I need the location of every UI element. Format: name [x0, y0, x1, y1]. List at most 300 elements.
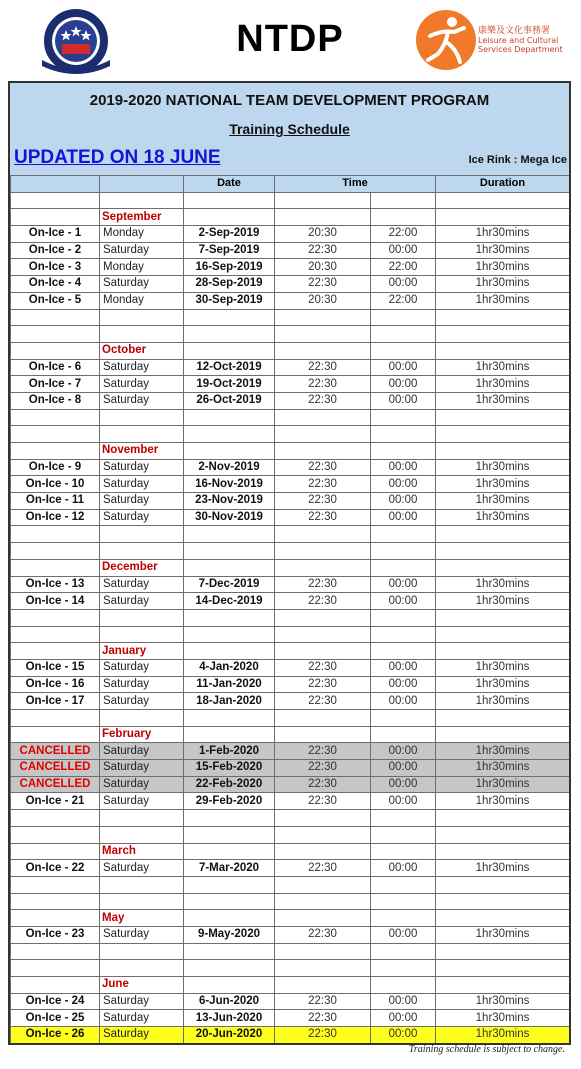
session-day: Saturday: [100, 459, 184, 476]
empty-cell: [100, 326, 184, 343]
session-start-time: 20:30: [275, 292, 371, 309]
empty-cell: [436, 209, 570, 226]
session-duration: 1hr30mins: [436, 743, 570, 760]
page-header: [0, 0, 581, 80]
empty-cell: [371, 342, 436, 359]
session-row: [11, 509, 570, 526]
empty-cell: [11, 876, 100, 893]
empty-cell: [436, 309, 570, 326]
session-duration: 1hr30mins: [436, 509, 570, 526]
session-id: On-Ice - 21: [11, 793, 100, 810]
session-duration: 1hr30mins: [436, 993, 570, 1010]
empty-cell: [11, 943, 100, 960]
session-id: On-Ice - 26: [11, 1027, 100, 1044]
session-row: [11, 793, 570, 810]
empty-cell: [436, 826, 570, 843]
month-header-row: [11, 643, 570, 660]
schedule-subtitle: Training Schedule: [229, 121, 350, 137]
empty-cell: [436, 409, 570, 426]
empty-cell: [184, 910, 275, 927]
session-row: [11, 993, 570, 1010]
session-day: Monday: [100, 259, 184, 276]
empty-cell: [275, 943, 371, 960]
session-date: 7-Mar-2020: [184, 860, 275, 877]
empty-cell: [371, 826, 436, 843]
empty-cell: [184, 826, 275, 843]
empty-cell: [371, 893, 436, 910]
empty-cell: [100, 409, 184, 426]
empty-cell: [184, 609, 275, 626]
session-start-time: 22:30: [275, 476, 371, 493]
empty-cell: [436, 843, 570, 860]
empty-cell: [275, 893, 371, 910]
session-date: 19-Oct-2019: [184, 376, 275, 393]
session-row: [11, 776, 570, 793]
session-start-time: 22:30: [275, 1010, 371, 1027]
month-label: June: [100, 977, 184, 994]
empty-cell: [371, 309, 436, 326]
empty-cell: [184, 843, 275, 860]
blank-row: [11, 943, 570, 960]
month-header-row: [11, 342, 570, 359]
empty-cell: [275, 643, 371, 660]
ice-rink-label: Ice Rink : Mega Ice: [468, 154, 567, 166]
org-name-english-line2: Services Department: [478, 45, 563, 54]
month-label: February: [100, 726, 184, 743]
empty-cell: [436, 559, 570, 576]
empty-cell: [184, 192, 275, 209]
session-date: 30-Sep-2019: [184, 292, 275, 309]
blank-row: [11, 326, 570, 343]
session-id: On-Ice - 22: [11, 860, 100, 877]
empty-cell: [436, 943, 570, 960]
session-start-time: 22:30: [275, 860, 371, 877]
brand-title: NTDP: [236, 18, 344, 60]
session-duration: 1hr30mins: [436, 793, 570, 810]
session-row: [11, 1010, 570, 1027]
session-start-time: 22:30: [275, 676, 371, 693]
session-end-time: 00:00: [371, 476, 436, 493]
empty-cell: [184, 810, 275, 827]
session-row: [11, 659, 570, 676]
session-start-time: 22:30: [275, 760, 371, 777]
session-duration: 1hr30mins: [436, 459, 570, 476]
session-end-time: 00:00: [371, 392, 436, 409]
session-start-time: 20:30: [275, 259, 371, 276]
empty-cell: [275, 977, 371, 994]
session-id: On-Ice - 9: [11, 459, 100, 476]
month-header-row: [11, 843, 570, 860]
session-date: [184, 1043, 275, 1045]
empty-cell: [275, 443, 371, 460]
session-row: [11, 926, 570, 943]
month-header-row: [11, 443, 570, 460]
empty-cell: [11, 342, 100, 359]
session-start-time: 22:30: [275, 776, 371, 793]
session-date: 9-May-2020: [184, 926, 275, 943]
empty-cell: [371, 943, 436, 960]
empty-cell: [275, 309, 371, 326]
empty-cell: [436, 426, 570, 443]
empty-cell: [11, 443, 100, 460]
empty-cell: [371, 710, 436, 727]
session-end-time: 00:00: [371, 693, 436, 710]
session-day: Saturday: [100, 676, 184, 693]
empty-cell: [184, 309, 275, 326]
empty-cell: [100, 192, 184, 209]
empty-cell: [275, 910, 371, 927]
empty-cell: [184, 326, 275, 343]
session-start-time: 22:30: [275, 593, 371, 610]
session-duration: 1hr30mins: [436, 926, 570, 943]
session-date: 11-Jan-2020: [184, 676, 275, 693]
session-day: Saturday: [100, 593, 184, 610]
session-start-time: [275, 1043, 371, 1045]
empty-cell: [436, 960, 570, 977]
session-duration: 1hr30mins: [436, 392, 570, 409]
blank-row: [11, 810, 570, 827]
empty-cell: [275, 626, 371, 643]
empty-cell: [184, 526, 275, 543]
session-day: [100, 1043, 184, 1045]
session-duration: 1hr30mins: [436, 693, 570, 710]
session-duration: 1hr30mins: [436, 359, 570, 376]
session-date: 2-Nov-2019: [184, 459, 275, 476]
session-end-time: 00:00: [371, 760, 436, 777]
program-title: 2019-2020 NATIONAL TEAM DEVELOPMENT PROGRAM: [89, 92, 490, 109]
empty-cell: [11, 626, 100, 643]
empty-cell: [371, 910, 436, 927]
session-day: Saturday: [100, 1027, 184, 1044]
blank-row: [11, 409, 570, 426]
session-duration: 1hr30mins: [436, 242, 570, 259]
session-end-time: 00:00: [371, 926, 436, 943]
empty-cell: [100, 609, 184, 626]
month-label: January: [100, 643, 184, 660]
session-duration: 1hr30mins: [436, 493, 570, 510]
session-date: 30-Nov-2019: [184, 509, 275, 526]
session-date: 7-Sep-2019: [184, 242, 275, 259]
empty-cell: [11, 643, 100, 660]
empty-cell: [371, 960, 436, 977]
schedule-table: [10, 175, 570, 1045]
session-duration: 1hr30mins: [436, 376, 570, 393]
session-start-time: 22:30: [275, 242, 371, 259]
month-label: October: [100, 342, 184, 359]
empty-cell: [11, 543, 100, 560]
session-day: Saturday: [100, 693, 184, 710]
blank-row: [11, 710, 570, 727]
session-duration: 1hr30mins: [436, 659, 570, 676]
session-row: [11, 226, 570, 243]
session-start-time: 22:30: [275, 993, 371, 1010]
empty-cell: [100, 426, 184, 443]
session-row: [11, 459, 570, 476]
session-day: Monday: [100, 292, 184, 309]
empty-cell: [184, 209, 275, 226]
blank-row: [11, 543, 570, 560]
empty-cell: [11, 893, 100, 910]
session-day: Saturday: [100, 743, 184, 760]
empty-cell: [275, 426, 371, 443]
session-id: On-Ice - 5: [11, 292, 100, 309]
session-date: 28-Sep-2019: [184, 276, 275, 293]
session-row: [11, 359, 570, 376]
empty-cell: [100, 309, 184, 326]
session-start-time: 22:30: [275, 276, 371, 293]
session-row: [11, 743, 570, 760]
session-end-time: 00:00: [371, 1010, 436, 1027]
session-date: 16-Sep-2019: [184, 259, 275, 276]
session-date: 4-Jan-2020: [184, 659, 275, 676]
blank-row: [11, 309, 570, 326]
session-duration: 1hr30mins: [436, 276, 570, 293]
empty-cell: [11, 526, 100, 543]
empty-cell: [184, 977, 275, 994]
session-id: On-Ice - 15: [11, 659, 100, 676]
session-end-time: 00:00: [371, 1027, 436, 1044]
session-id: On-Ice - 8: [11, 392, 100, 409]
empty-cell: [184, 643, 275, 660]
session-date: 7-Dec-2019: [184, 576, 275, 593]
session-day: Saturday: [100, 359, 184, 376]
month-label: December: [100, 559, 184, 576]
empty-cell: [436, 810, 570, 827]
session-day: Saturday: [100, 776, 184, 793]
session-duration: 1hr30mins: [436, 576, 570, 593]
session-date: 23-Nov-2019: [184, 493, 275, 510]
session-row: [11, 242, 570, 259]
session-id: On-Ice - 17: [11, 693, 100, 710]
month-header-row: [11, 977, 570, 994]
empty-cell: [436, 342, 570, 359]
empty-cell: [275, 960, 371, 977]
blank-row: [11, 960, 570, 977]
session-date: 22-Feb-2020: [184, 776, 275, 793]
blank-row: [11, 192, 570, 209]
session-end-time: 00:00: [371, 493, 436, 510]
session-id: On-Ice - 11: [11, 493, 100, 510]
month-header-row: [11, 910, 570, 927]
empty-cell: [11, 209, 100, 226]
session-duration: 1hr30mins: [436, 226, 570, 243]
empty-cell: [184, 876, 275, 893]
session-end-time: 22:00: [371, 292, 436, 309]
session-end-time: 00:00: [371, 359, 436, 376]
month-header-row: [11, 726, 570, 743]
empty-cell: [184, 710, 275, 727]
session-end-time: 00:00: [371, 276, 436, 293]
session-start-time: 22:30: [275, 392, 371, 409]
empty-cell: [436, 626, 570, 643]
empty-cell: [100, 960, 184, 977]
session-duration: 1hr30mins: [436, 1010, 570, 1027]
session-end-time: 00:00: [371, 576, 436, 593]
updated-notice: UPDATED ON 18 JUNE: [14, 147, 221, 168]
session-day: Saturday: [100, 659, 184, 676]
session-end-time: 00:00: [371, 776, 436, 793]
session-id: On-Ice - 6: [11, 359, 100, 376]
session-start-time: 22:30: [275, 693, 371, 710]
session-start-time: 22:30: [275, 359, 371, 376]
empty-cell: [275, 326, 371, 343]
empty-cell: [11, 192, 100, 209]
session-start-time: 22:30: [275, 1027, 371, 1044]
session-end-time: 00:00: [371, 509, 436, 526]
empty-cell: [371, 643, 436, 660]
empty-cell: [371, 977, 436, 994]
empty-cell: [184, 443, 275, 460]
empty-cell: [371, 543, 436, 560]
empty-cell: [436, 543, 570, 560]
month-label: March: [100, 843, 184, 860]
session-end-time: 00:00: [371, 593, 436, 610]
column-header-duration: Duration: [436, 176, 570, 193]
empty-cell: [275, 543, 371, 560]
session-end-time: 00:00: [371, 376, 436, 393]
empty-cell: [100, 626, 184, 643]
session-id: On-Ice - 13: [11, 576, 100, 593]
blank-row: [11, 876, 570, 893]
empty-cell: [371, 843, 436, 860]
empty-cell: [184, 559, 275, 576]
session-day: Saturday: [100, 392, 184, 409]
empty-cell: [371, 810, 436, 827]
empty-cell: [436, 326, 570, 343]
column-header-row: [11, 176, 570, 193]
session-date: 12-Oct-2019: [184, 359, 275, 376]
session-duration: 1hr30mins: [436, 259, 570, 276]
session-row: [11, 593, 570, 610]
session-end-time: 00:00: [371, 993, 436, 1010]
empty-cell: [371, 443, 436, 460]
month-label: May: [100, 910, 184, 927]
empty-cell: [184, 342, 275, 359]
session-end-time: 00:00: [371, 793, 436, 810]
session-date: 29-Feb-2020: [184, 793, 275, 810]
empty-cell: [184, 626, 275, 643]
empty-cell: [11, 710, 100, 727]
empty-cell: [436, 893, 570, 910]
session-date: 20-Jun-2020: [184, 1027, 275, 1044]
empty-cell: [11, 326, 100, 343]
session-row: [11, 276, 570, 293]
session-id: On-Ice - 16: [11, 676, 100, 693]
empty-cell: [371, 526, 436, 543]
empty-cell: [184, 893, 275, 910]
empty-cell: [371, 326, 436, 343]
empty-cell: [436, 726, 570, 743]
blank-row: [11, 626, 570, 643]
empty-cell: [371, 409, 436, 426]
session-start-time: 22:30: [275, 493, 371, 510]
empty-cell: [11, 409, 100, 426]
session-row: [11, 576, 570, 593]
session-id: On-Ice - 4: [11, 276, 100, 293]
ntdp-crest-logo: [36, 8, 116, 74]
column-header-date: Date: [184, 176, 275, 193]
empty-cell: [436, 910, 570, 927]
session-start-time: 22:30: [275, 576, 371, 593]
session-start-time: 22:30: [275, 743, 371, 760]
empty-cell: [275, 726, 371, 743]
session-start-time: 22:30: [275, 459, 371, 476]
org-name-english-line1: Leisure and Cultural: [478, 36, 559, 45]
session-row: [11, 860, 570, 877]
schedule-sheet: [8, 81, 571, 1045]
session-id: [11, 1043, 100, 1045]
session-start-time: 20:30: [275, 226, 371, 243]
session-row: [11, 676, 570, 693]
session-duration: 1hr30mins: [436, 860, 570, 877]
empty-cell: [100, 893, 184, 910]
session-day: Saturday: [100, 509, 184, 526]
month-header-row: [11, 559, 570, 576]
empty-cell: [100, 543, 184, 560]
column-header-id: [11, 176, 100, 193]
org-name-chinese: 康樂及文化事務署: [478, 26, 551, 36]
empty-cell: [184, 543, 275, 560]
blank-row: [11, 426, 570, 443]
session-date: 16-Nov-2019: [184, 476, 275, 493]
empty-cell: [371, 609, 436, 626]
title-block: [10, 83, 569, 175]
session-row: [11, 392, 570, 409]
empty-cell: [436, 876, 570, 893]
column-header-time: Time: [275, 176, 436, 193]
session-duration: 1hr30mins: [436, 776, 570, 793]
empty-cell: [371, 192, 436, 209]
session-day: Saturday: [100, 276, 184, 293]
session-day: Saturday: [100, 926, 184, 943]
empty-cell: [275, 409, 371, 426]
session-row: [11, 259, 570, 276]
empty-cell: [100, 943, 184, 960]
empty-cell: [371, 876, 436, 893]
session-id: On-Ice - 2: [11, 242, 100, 259]
session-id: On-Ice - 24: [11, 993, 100, 1010]
blank-row: [11, 609, 570, 626]
session-id: On-Ice - 25: [11, 1010, 100, 1027]
session-start-time: 22:30: [275, 376, 371, 393]
empty-cell: [11, 910, 100, 927]
empty-cell: [275, 843, 371, 860]
session-id: On-Ice - 23: [11, 926, 100, 943]
session-duration: 1hr30mins: [436, 676, 570, 693]
session-date: 6-Jun-2020: [184, 993, 275, 1010]
session-date: 2-Sep-2019: [184, 226, 275, 243]
empty-cell: [371, 559, 436, 576]
empty-cell: [100, 526, 184, 543]
session-day: Saturday: [100, 760, 184, 777]
session-date: 18-Jan-2020: [184, 693, 275, 710]
empty-cell: [275, 609, 371, 626]
session-row: [11, 1027, 570, 1044]
session-day: Monday: [100, 226, 184, 243]
session-end-time: 00:00: [371, 659, 436, 676]
column-header-day: [100, 176, 184, 193]
empty-cell: [436, 977, 570, 994]
empty-cell: [184, 726, 275, 743]
empty-cell: [11, 826, 100, 843]
empty-cell: [275, 342, 371, 359]
empty-cell: [275, 209, 371, 226]
session-id: On-Ice - 7: [11, 376, 100, 393]
session-start-time: 22:30: [275, 926, 371, 943]
empty-cell: [11, 810, 100, 827]
session-day: Saturday: [100, 493, 184, 510]
session-date: 26-Oct-2019: [184, 392, 275, 409]
